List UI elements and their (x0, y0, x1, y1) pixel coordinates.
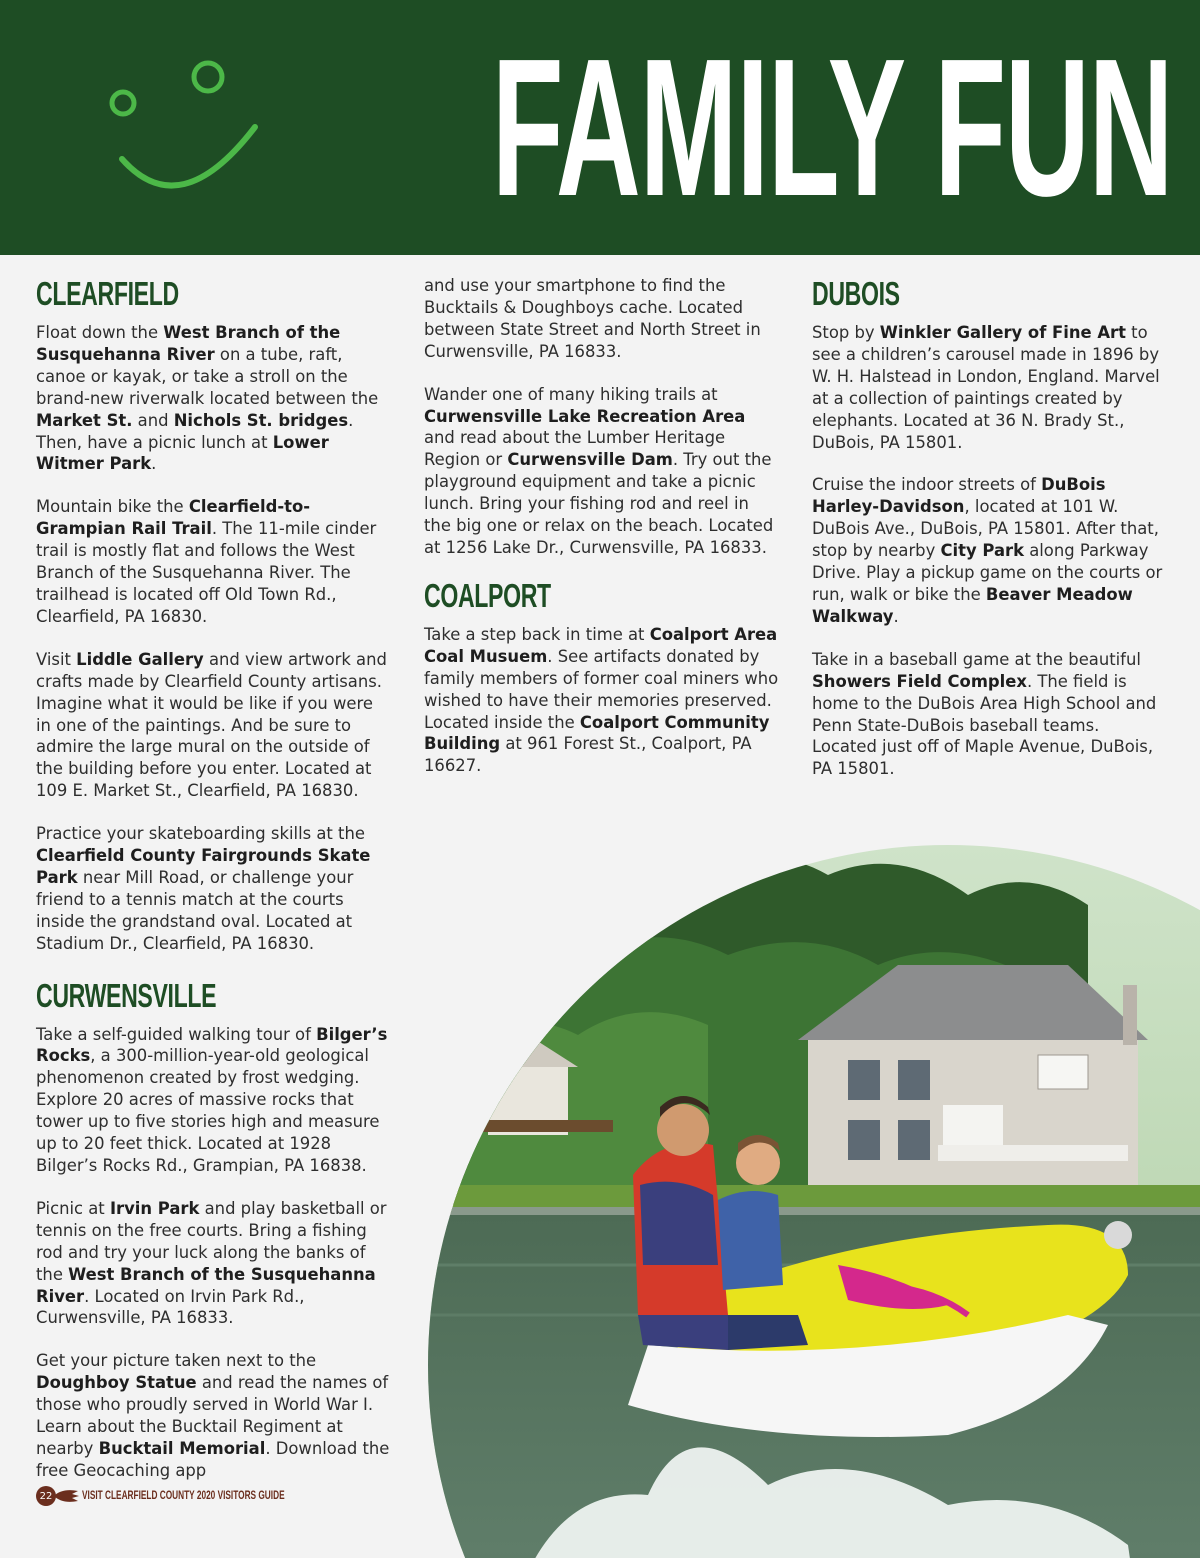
body-paragraph: Cruise the indoor streets of DuBois Harley-Davidson, located at 101 W. DuBois Ave., DuBois, PA 15801. After that, stop by nearby City Park along Parkway Drive. Play a pickup game on the courts or run, walk or bike the Beaver Meadow Walkway. (812, 475, 1163, 626)
photo-illustration (428, 845, 1200, 1558)
section-heading-coalport: COALPORT (424, 576, 551, 614)
column-left (36, 268, 392, 1503)
place-name: Liddle Gallery (76, 649, 204, 669)
place-name: Doughboy Statue (36, 1373, 197, 1393)
body-paragraph: Take a step back in time at Coalport Area Coal Musuem. See artifacts donated by family members of former coal miners who wished to have their memories preserved. Located inside the Coalport Community Building at 961 Forest St., Coalport, PA 16627. (424, 624, 779, 776)
bucktail-icon (54, 1486, 80, 1506)
place-name: Bilger’s Rocks (36, 1024, 388, 1066)
curwensville-body (36, 1024, 392, 1482)
body-paragraph: Stop by Winkler Gallery of Fine Art to see a children’s carousel made in 1896 by W. H. Halstead in London, England. Marvel at a collection of paintings created by elephants. Located at 36 N. Brady St., DuBois, PA 15801. (812, 323, 1160, 452)
body-paragraph: Float down the West Branch of the Susquehanna River on a tube, raft, canoe or kayak, or take a stroll on the brand-new riverwalk located between the Market St. and Nichols St. bridges. Then, have a picnic lunch at Lower Witmer Park. (36, 323, 379, 474)
body-paragraph: Take in a baseball game at the beautiful Showers Field Complex. The field is home to the DuBois Area High School and Penn State-DuBois baseball teams. Located just off of Maple Avenue, DuBois, PA 15801. (812, 649, 1157, 779)
place-name: West Branch of the Susquehanna River (36, 1264, 376, 1306)
place-name: Beaver Meadow Walkway (812, 584, 1133, 626)
smiley-face-icon (100, 55, 270, 205)
body-paragraph: Mountain bike the Clearfield-to-Grampian Rail Trail. The 11-mile cinder trail is mostly flat and follows the West Branch of the Susquehanna River. The trailhead is located off Old Town Rd., Clearfield, PA 16830. (36, 497, 377, 626)
section-heading-clearfield: CLEARFIELD (36, 275, 179, 312)
column-right (812, 268, 1168, 801)
column-middle (424, 275, 780, 798)
footer (36, 1486, 363, 1506)
place-name: Winkler Gallery of Fine Art (879, 323, 1126, 342)
place-name: Bucktail Memorial (98, 1438, 266, 1458)
place-name: West Branch of the Susquehanna River (36, 323, 341, 364)
place-name: Lower Witmer Park (36, 432, 329, 474)
body-paragraph: Get your picture taken next to the Doughboy Statue and read the names of those who proudly served in World War I. Learn about the Bucktail Regiment at nearby Bucktail Memorial. Download the free Geocaching app (36, 1351, 390, 1480)
jet-ski-lake-photo (428, 845, 1200, 1558)
place-name: Irvin Park (109, 1198, 200, 1218)
section-heading-dubois: DUBOIS (812, 275, 900, 312)
clearfield-body (36, 322, 392, 955)
page-number: 22 (36, 1486, 56, 1506)
body-paragraph: and use your smartphone to find the Bucktails & Doughboys cache. Located between State Street and North Street in Curwensville, PA 16833. (424, 276, 761, 361)
curwensville-body-continued (424, 275, 780, 559)
place-name: Curwensville Dam (507, 450, 673, 470)
place-name: Market St. (36, 410, 133, 430)
body-paragraph: Take a self-guided walking tour of Bilger’s Rocks, a 300-million-year-old geological phenomenon created by frost wedging. Explore 20 acres of massive rocks that tower up to five stories high and measure up to 20 feet thick. Located at 1928 Bilger’s Rocks Rd., Grampian, PA 16838. (36, 1024, 388, 1175)
place-name: City Park (940, 541, 1024, 561)
place-name: Curwensville Lake Recreation Area (424, 406, 746, 426)
place-name: Showers Field Complex (812, 671, 1027, 691)
dubois-body (812, 322, 1168, 780)
coalport-body (424, 624, 780, 777)
footer-guide-title: VISIT CLEARFIELD COUNTY 2020 VISITORS GUIDE (82, 1490, 285, 1502)
place-name: Coalport Area Coal Musuem (424, 624, 778, 666)
place-name: DuBois Harley-Davidson (812, 475, 1106, 517)
page-title: FAMILY FUN (491, 18, 1172, 237)
body-paragraph: Wander one of many hiking trails at Curwensville Lake Recreation Area and read about the Lumber Heritage Region or Curwensville Dam. Try out the playground equipment and take a picnic lunch. Bring your fishing rod and reel in the big one or relax on the beach. Located at 1256 Lake Dr., Curwensville, PA 16833. (424, 384, 774, 557)
place-name: Nichols St. bridges (173, 410, 349, 430)
place-name: Clearfield-to-Grampian Rail Trail (36, 497, 311, 539)
header-banner (0, 0, 1200, 255)
body-paragraph: Picnic at Irvin Park and play basketball or tennis on the free courts. Bring a fishing rod and try your luck along the banks of the West Branch of the Susquehanna River. Located on Irvin Park Rd., Curwensville, PA 16833. (36, 1198, 387, 1328)
place-name: Clearfield County Fairgrounds Skate Park (36, 846, 371, 887)
place-name: Coalport Community Building (424, 712, 770, 754)
section-heading-curwensville: CURWENSVILLE (36, 976, 217, 1014)
body-paragraph: Practice your skateboarding skills at the Clearfield County Fairgrounds Skate Park near Mill Road, or challenge your friend to a tennis match at the courts inside the grandstand oval. Located at Stadium Dr., Clearfield, PA 16830. (36, 824, 371, 953)
body-paragraph: Visit Liddle Gallery and view artwork and crafts made by Clearfield County artisans. Imagine what it would be like if you were in one of the paintings. And be sure to admire the large mural on the outside of the building before you enter. Located at 109 E. Market St., Clearfield, PA 16830. (36, 649, 387, 801)
